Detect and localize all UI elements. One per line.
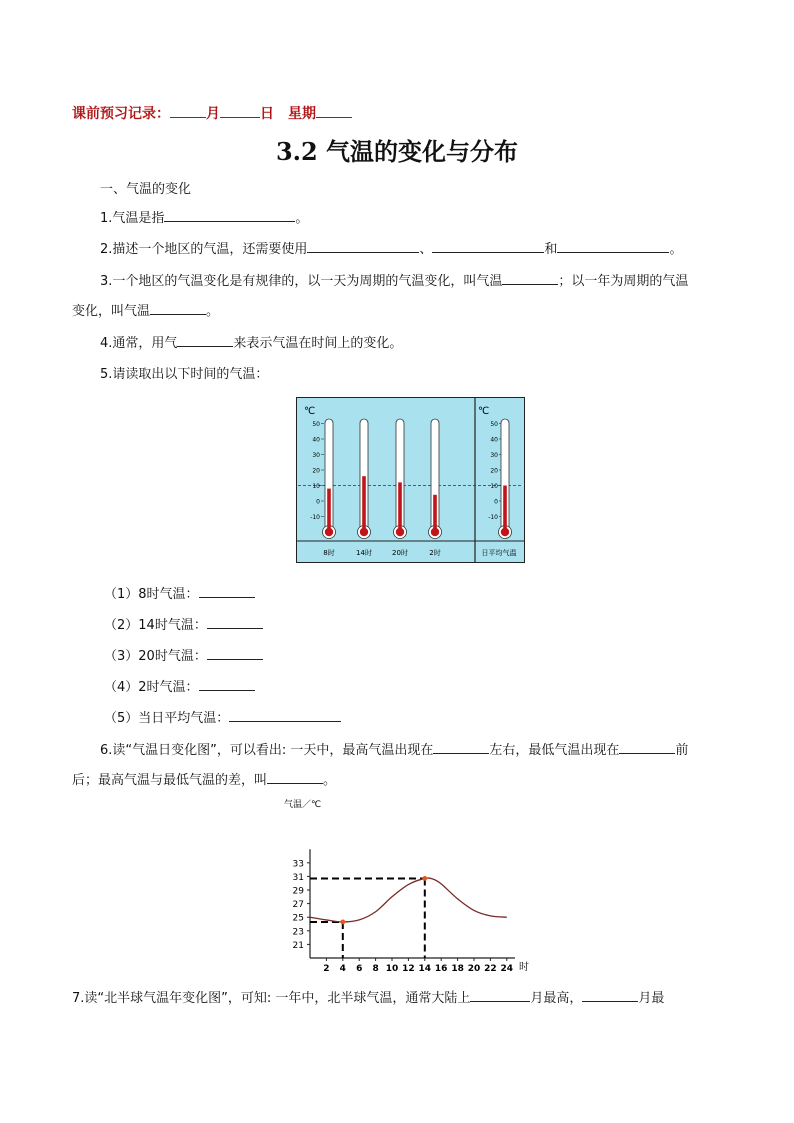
month-blank	[170, 103, 206, 118]
q6-blank-3	[267, 770, 323, 784]
section-heading: 一、气温的变化	[100, 182, 192, 197]
q3-text-2: ；以一年为周期的气温	[558, 274, 689, 289]
sub-2-blank	[207, 615, 263, 629]
thermometer-label: 2时	[429, 549, 441, 557]
sub-1-blank	[199, 584, 255, 598]
q7-text-2: 月最高，	[530, 991, 583, 1006]
thermometer-label: 8时	[323, 549, 335, 557]
unit-label: ℃	[478, 406, 490, 417]
month-label: 月	[206, 106, 220, 122]
daily-temp-chart	[270, 795, 550, 977]
sub-question-2	[104, 614, 263, 633]
tick-label: 10	[312, 483, 320, 490]
tick-label: -10	[310, 514, 320, 521]
mercury-column	[398, 482, 402, 532]
x-tick-label: 4	[339, 964, 346, 974]
sub-question-1	[104, 583, 255, 602]
tick-label: 40	[312, 436, 320, 444]
sub-5-blank	[229, 708, 341, 722]
q6-text-4: 后；最高气温与最低气温的差，叫	[72, 773, 268, 788]
x-tick-label: 2	[323, 964, 330, 974]
sub-4-text: （4）2时气温：	[104, 680, 199, 695]
x-tick-label: 14	[418, 964, 432, 974]
tick-label: 30	[490, 452, 498, 459]
tick-label: 50	[490, 421, 498, 428]
y-tick-label: 27	[292, 900, 304, 911]
x-tick-label: 8	[372, 964, 379, 974]
x-tick-label: 10	[385, 964, 399, 974]
q2-blank-3	[557, 239, 669, 253]
y-tick-label: 29	[292, 886, 304, 897]
y-tick-label: 31	[292, 872, 304, 883]
q2-blank-1	[307, 239, 419, 253]
preview-label: 课前预习记录：	[72, 106, 170, 122]
x-tick-label: 12	[402, 964, 415, 974]
x-axis-unit: 时	[519, 962, 529, 973]
sub-3-text: （3）20时气温：	[104, 649, 207, 664]
mercury-column	[503, 486, 507, 533]
q1-blank	[164, 208, 295, 222]
q3-blank-2	[150, 301, 206, 315]
question-2	[100, 238, 682, 257]
x-tick-label: 16	[434, 964, 448, 974]
day-blank	[220, 103, 260, 118]
temperature-curve	[310, 878, 507, 922]
week-label: 星期	[288, 106, 316, 122]
day-label: 日	[260, 106, 274, 122]
thermometer-label: 日平均气温	[481, 549, 517, 557]
y-tick-label: 23	[292, 927, 304, 938]
tick-label: 30	[312, 452, 320, 459]
preview-record	[72, 103, 352, 123]
q3-text-3: 变化，叫气温	[72, 304, 151, 319]
sub-4-blank	[199, 677, 255, 691]
q3-end: 。	[206, 304, 220, 319]
x-tick-label: 24	[500, 964, 514, 974]
question-4	[100, 332, 402, 351]
question-6-cont	[72, 769, 336, 788]
tick-label: 10	[490, 483, 498, 490]
mercury-column	[433, 495, 437, 532]
question-6	[100, 739, 688, 758]
x-tick-label: 20	[467, 964, 481, 974]
sub-1-text: （1）8时气温：	[104, 587, 199, 602]
tick-label: 0	[316, 498, 320, 506]
x-tick-label: 6	[356, 964, 363, 974]
mercury-column	[327, 489, 331, 532]
q4-end: 来表示气温在时间上的变化。	[233, 336, 403, 351]
q2-sep: 、	[419, 242, 433, 257]
q6-text-2: 左右，最低气温出现在	[489, 743, 620, 758]
q6-blank-1	[433, 740, 489, 754]
q7-blank-2	[582, 988, 638, 1002]
q6-text: 6.读“气温日变化图”，可以看出: 一天中，最高气温出现在	[100, 743, 434, 758]
sub-question-4	[104, 676, 255, 695]
y-axis-title: 气温／℃	[284, 800, 322, 810]
tick-label: 20	[490, 467, 498, 475]
tick-label: -10	[488, 514, 498, 521]
q2-text: 2.描述一个地区的气温，还需要使用	[100, 242, 308, 257]
q4-text: 4.通常，用气	[100, 336, 178, 351]
question-3-cont	[72, 300, 219, 319]
q3-blank-1	[502, 271, 558, 285]
x-tick-label: 22	[484, 964, 497, 974]
y-tick-label: 21	[292, 940, 304, 951]
sub-question-3	[104, 645, 263, 664]
q4-blank	[177, 333, 233, 347]
thermometer-figure	[296, 397, 525, 563]
q6-end: 。	[323, 773, 337, 788]
y-tick-label: 33	[292, 859, 304, 870]
q2-and: 和	[544, 242, 558, 257]
sub-5-text: （5）当日平均气温：	[104, 711, 230, 726]
thermometer-label: 14时	[356, 549, 372, 557]
q1-end: 。	[295, 211, 309, 226]
q3-text: 3.一个地区的气温变化是有规律的，以一天为周期的气温变化，叫气温	[100, 274, 503, 289]
min-point	[340, 920, 345, 925]
tick-label: 40	[490, 436, 498, 444]
q1-text: 1.气温是指	[100, 211, 165, 226]
unit-label: ℃	[304, 406, 316, 417]
q7-text: 7.读“北半球气温年变化图”，可知: 一年中，北半球气温，通常大陆上	[72, 991, 471, 1006]
y-tick-label: 25	[292, 913, 304, 924]
mercury-column	[362, 476, 366, 532]
q2-end: 。	[669, 242, 683, 257]
page-title: 3.2 气温的变化与分布	[275, 137, 519, 166]
tick-label: 0	[494, 498, 498, 506]
tick-label: 20	[312, 467, 320, 475]
max-point	[422, 876, 427, 881]
tick-label: 50	[312, 421, 320, 428]
question-5: 5.请读取出以下时间的气温：	[100, 367, 269, 382]
q2-blank-2	[432, 239, 544, 253]
q7-blank-1	[470, 988, 530, 1002]
q6-text-3: 前	[675, 743, 689, 758]
x-tick-label: 18	[451, 964, 464, 974]
q7-text-3: 月最	[638, 991, 665, 1006]
sub-3-blank	[207, 646, 263, 660]
sub-question-5	[104, 707, 341, 726]
question-7	[72, 987, 664, 1006]
q6-blank-2	[619, 740, 675, 754]
sub-2-text: （2）14时气温：	[104, 618, 207, 633]
question-3	[100, 270, 688, 289]
thermometer-label: 20时	[392, 549, 408, 557]
week-blank	[316, 103, 352, 118]
question-1	[100, 207, 308, 226]
